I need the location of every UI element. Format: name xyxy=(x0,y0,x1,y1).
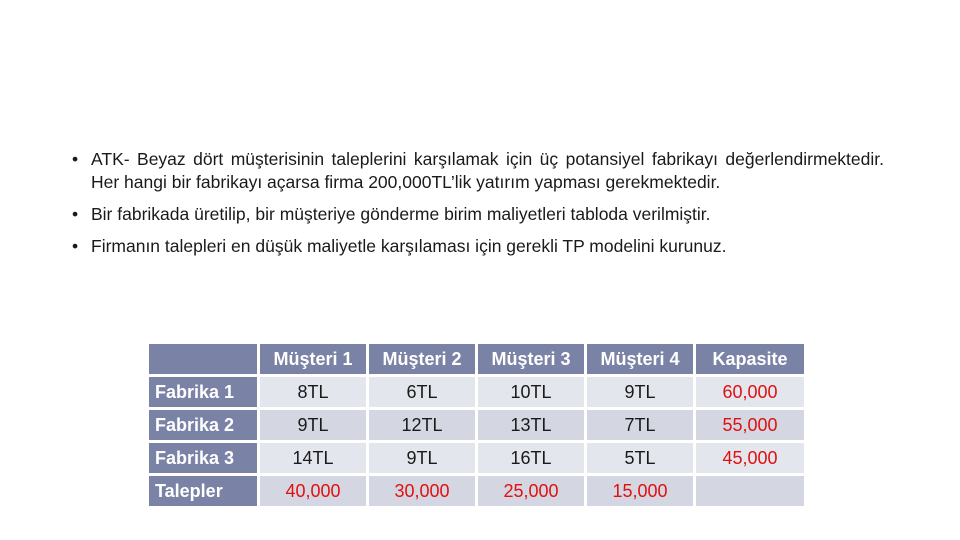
bullet-item xyxy=(72,235,884,258)
table-cell: 16TL xyxy=(478,443,584,473)
demand-cell: 25,000 xyxy=(478,476,584,506)
bullet-item xyxy=(72,148,884,194)
row-header-factory-1: Fabrika 1 xyxy=(149,377,257,407)
table-row-factory-1 xyxy=(149,377,804,407)
table-row-factory-3 xyxy=(149,443,804,473)
row-header-factory-2: Fabrika 2 xyxy=(149,410,257,440)
table-cell: 9TL xyxy=(587,377,693,407)
capacity-cell: 45,000 xyxy=(696,443,804,473)
table-cell: 5TL xyxy=(587,443,693,473)
table-cell: 8TL xyxy=(260,377,366,407)
table-cell: 10TL xyxy=(478,377,584,407)
table-cell: 7TL xyxy=(587,410,693,440)
cost-table xyxy=(146,341,807,509)
table-header-row xyxy=(149,344,804,374)
column-header-customer-2: Müşteri 2 xyxy=(369,344,475,374)
bullet-item xyxy=(72,203,884,226)
bullet-mark: • xyxy=(72,149,79,169)
bullet-text: Firmanın talepleri en düşük maliyetle karşılaması için gerekli TP modelini kurunuz. xyxy=(91,236,727,256)
table-cell: 13TL xyxy=(478,410,584,440)
table-cell: 9TL xyxy=(260,410,366,440)
demand-cell: 15,000 xyxy=(587,476,693,506)
demand-cell: 30,000 xyxy=(369,476,475,506)
table-cell: 6TL xyxy=(369,377,475,407)
row-header-demands: Talepler xyxy=(149,476,257,506)
table-row-factory-2 xyxy=(149,410,804,440)
table-cell: 14TL xyxy=(260,443,366,473)
column-header-customer-3: Müşteri 3 xyxy=(478,344,584,374)
column-header-capacity: Kapasite xyxy=(696,344,804,374)
column-header-customer-4: Müşteri 4 xyxy=(587,344,693,374)
bullet-text: Bir fabrikada üretilip, bir müşteriye gönderme birim maliyetleri tabloda verilmiştir. xyxy=(91,204,711,224)
bullet-mark: • xyxy=(72,204,79,224)
bullet-mark: • xyxy=(72,236,79,256)
capacity-cell: 55,000 xyxy=(696,410,804,440)
column-header-customer-1: Müşteri 1 xyxy=(260,344,366,374)
table-row-demands xyxy=(149,476,804,506)
table-cell: 12TL xyxy=(369,410,475,440)
bullet-text: ATK- Beyaz dört müşterisinin taleplerini karşılamak için üç potansiyel fabrikayı değerlendirmektedir. Her hangi bir fabrikayı açarsa firma 200,000TL’lik yatırım yapması gerekmektedir. xyxy=(91,149,884,192)
demand-cell: 40,000 xyxy=(260,476,366,506)
table-cell: 9TL xyxy=(369,443,475,473)
row-header-factory-3: Fabrika 3 xyxy=(149,443,257,473)
capacity-cell: 60,000 xyxy=(696,377,804,407)
empty-cell xyxy=(696,476,804,506)
bullet-list xyxy=(72,148,884,267)
table-corner-cell xyxy=(149,344,257,374)
